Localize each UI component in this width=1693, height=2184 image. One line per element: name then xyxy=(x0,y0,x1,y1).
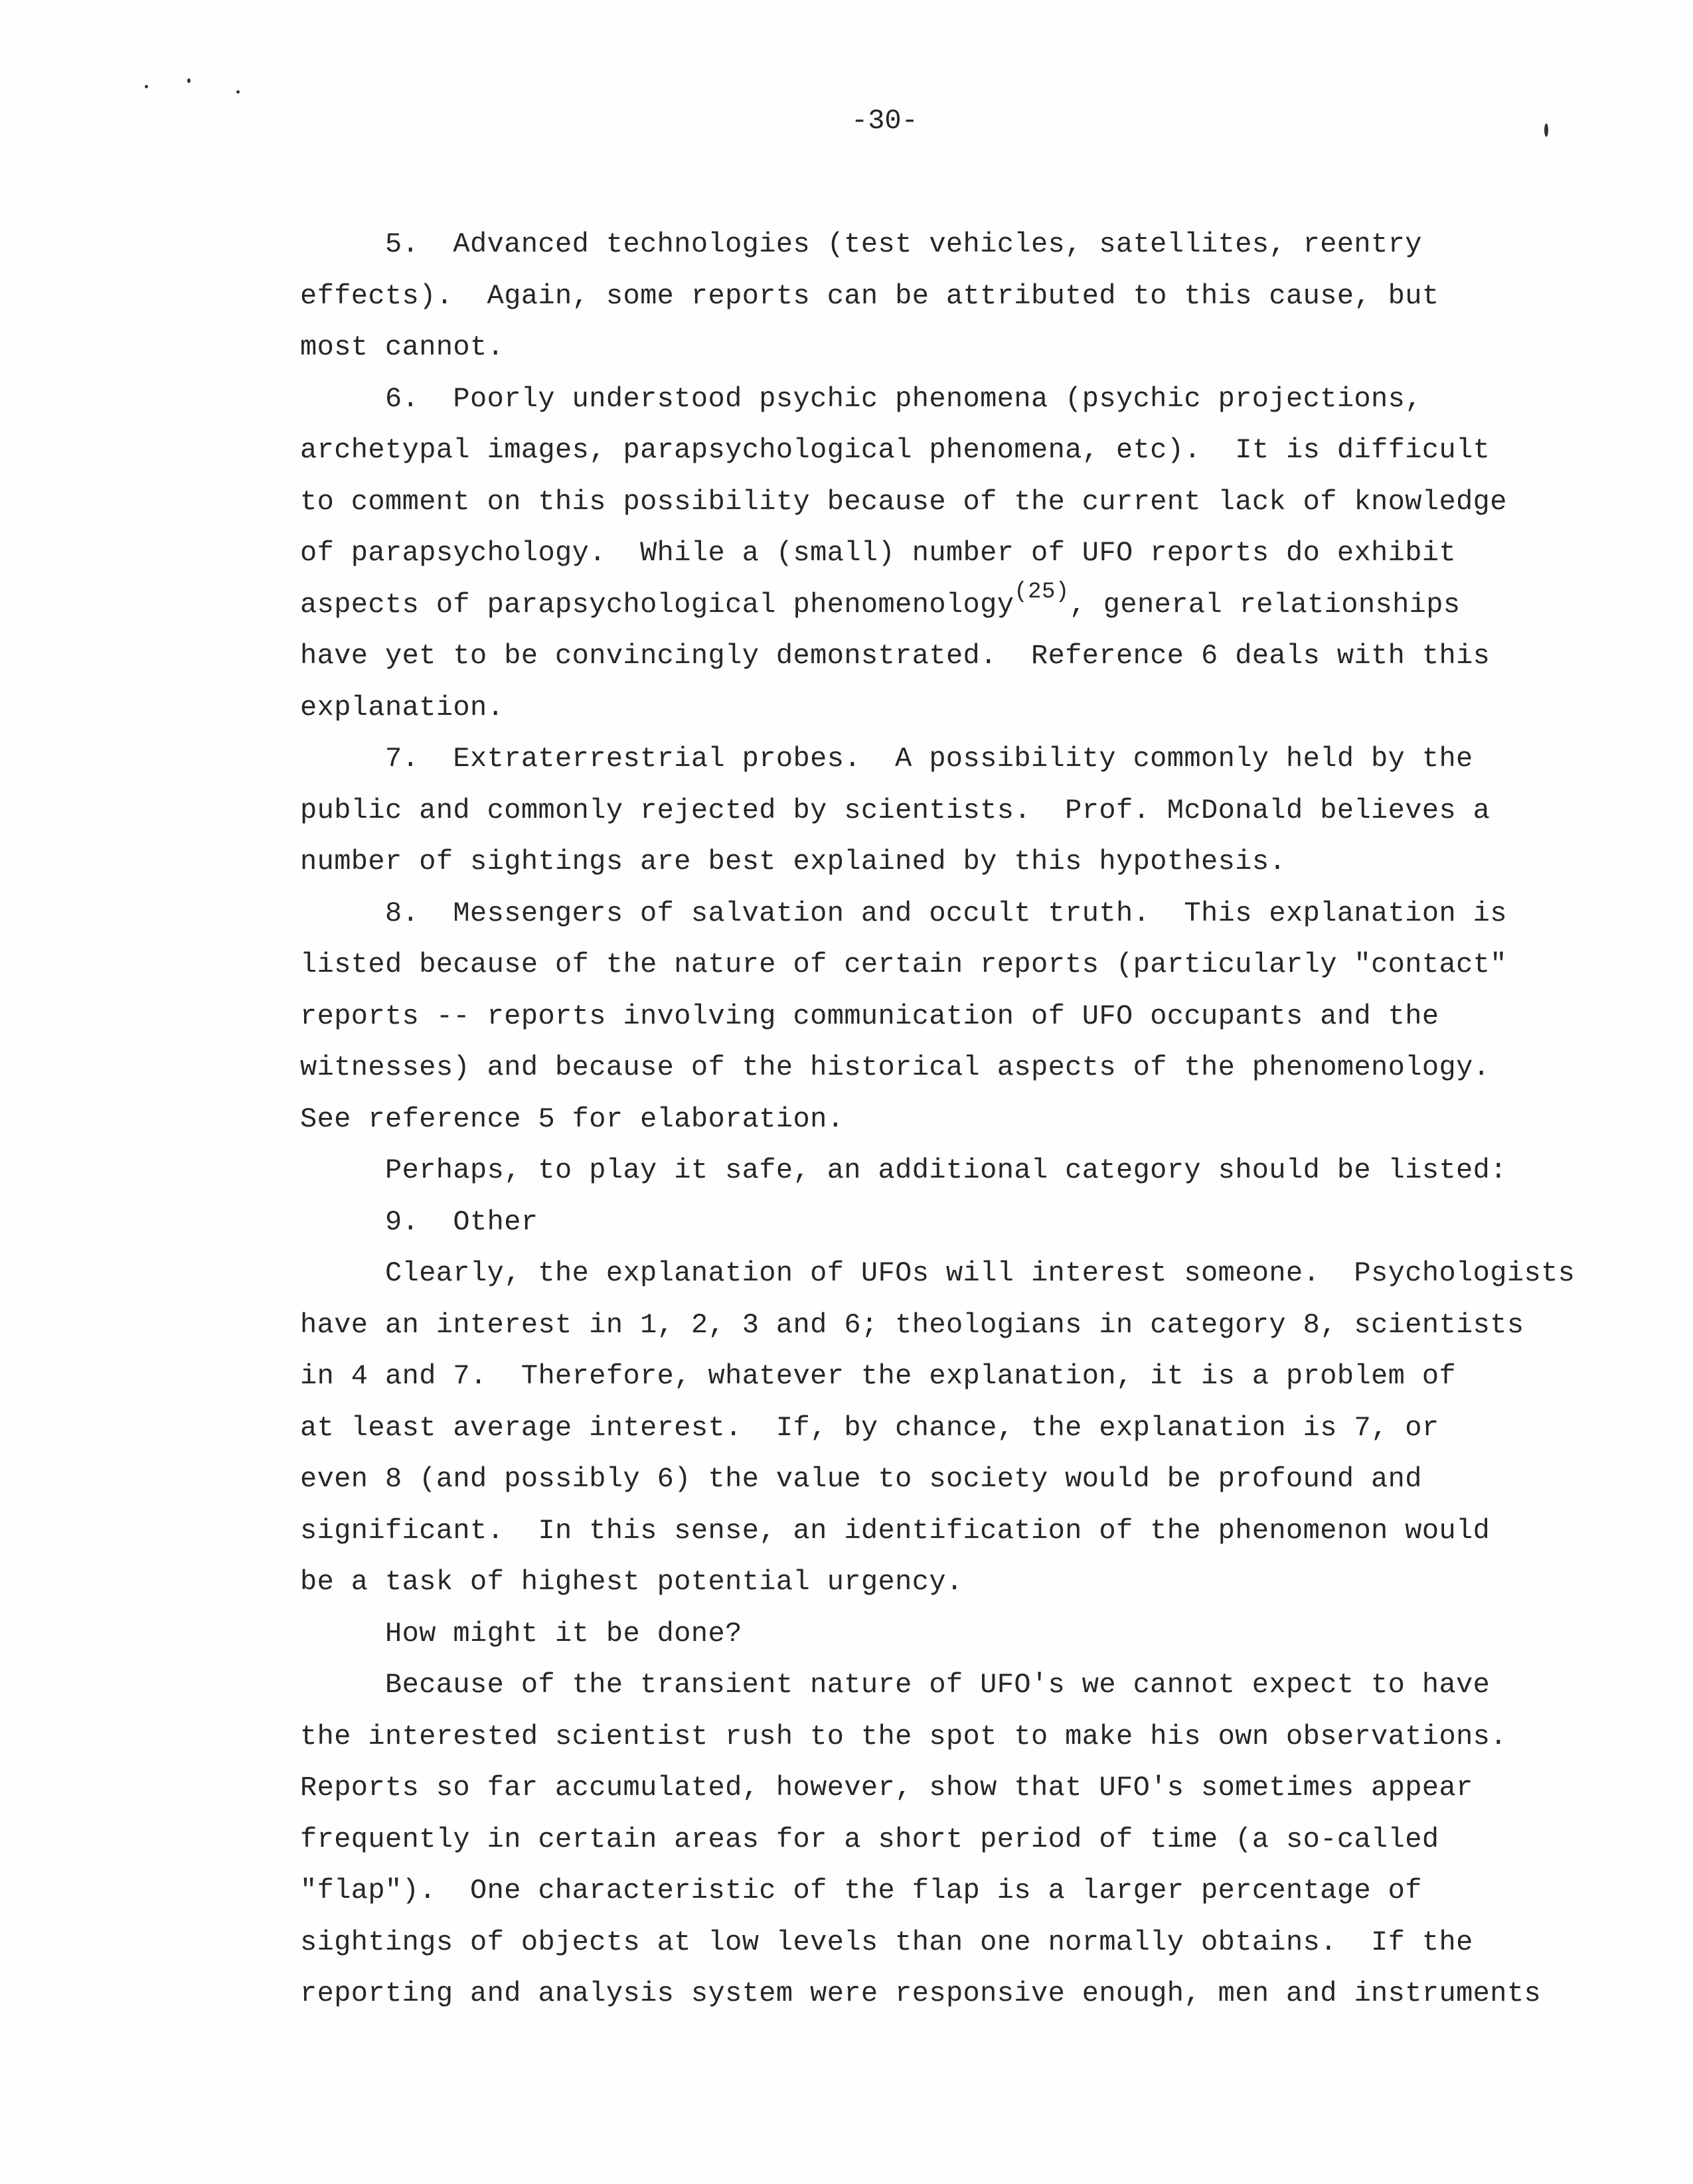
text-line xyxy=(300,374,1601,426)
line-text: number of sightings are best explained by this hypothesis. xyxy=(300,846,1287,878)
line-text: 8. Messengers of salvation and occult truth. This explanation is xyxy=(385,897,1507,929)
text-line xyxy=(300,1865,1601,1917)
line-text-continued: , general relationships xyxy=(1069,588,1461,621)
text-line xyxy=(300,1608,1601,1660)
line-text: explanation. xyxy=(300,691,505,724)
text-line xyxy=(300,785,1601,837)
text-line xyxy=(300,1454,1601,1506)
text-line xyxy=(300,477,1601,528)
line-text: sightings of objects at low levels than one normally obtains. If the xyxy=(300,1926,1473,1958)
text-line xyxy=(300,1145,1601,1197)
line-text: How might it be done? xyxy=(385,1617,742,1650)
text-line xyxy=(300,1557,1601,1608)
line-text: Perhaps, to play it safe, an additional category should be listed: xyxy=(385,1154,1507,1186)
scan-speck xyxy=(187,78,191,83)
text-line xyxy=(300,1762,1601,1814)
text-line xyxy=(300,1403,1601,1454)
text-line xyxy=(300,1660,1601,1711)
line-text: the interested scientist rush to the spot to make his own observations. xyxy=(300,1720,1507,1753)
line-text: frequently in certain areas for a short period of time (a so-called xyxy=(300,1823,1439,1855)
line-text: significant. In this sense, an identification of the phenomenon would xyxy=(300,1514,1491,1547)
line-text: listed because of the nature of certain reports (particularly "contact" xyxy=(300,949,1507,980)
text-line xyxy=(300,219,1601,271)
text-line xyxy=(300,888,1601,940)
line-text: effects). Again, some reports can be attributed to this cause, but xyxy=(300,279,1439,312)
text-line xyxy=(300,1711,1601,1763)
line-text: reports -- reports involving communication of UFO occupants and the xyxy=(300,1000,1439,1032)
page-number: -30- xyxy=(851,105,918,137)
text-line xyxy=(300,1094,1601,1146)
text-line xyxy=(300,991,1601,1043)
text-line xyxy=(300,1917,1601,1969)
line-text: aspects of parapsychological phenomenology xyxy=(300,588,1014,621)
line-text: 6. Poorly understood psychic phenomena (psychic projections, xyxy=(385,382,1422,415)
line-text: to comment on this possibility because of the current lack of knowledge xyxy=(300,485,1507,518)
line-text: have an interest in 1, 2, 3 and 6; theologians in category 8, scientists xyxy=(300,1308,1524,1341)
text-line xyxy=(300,322,1601,374)
line-text: Reports so far accumulated, however, show that UFO's sometimes appear xyxy=(300,1772,1473,1804)
line-text: of parapsychology. While a (small) number of UFO reports do exhibit xyxy=(300,537,1457,569)
line-text: archetypal images, parapsychological phenomena, etc). It is difficult xyxy=(300,434,1491,466)
line-text: See reference 5 for elaboration. xyxy=(300,1103,845,1135)
text-line xyxy=(300,1814,1601,1866)
line-text: reporting and analysis system were responsive enough, men and instruments xyxy=(300,1978,1542,2009)
line-text: 7. Extraterrestrial probes. A possibility commonly held by the xyxy=(385,743,1473,775)
line-text: 5. Advanced technologies (test vehicles, satellites, reentry xyxy=(385,228,1422,260)
text-line xyxy=(300,1351,1601,1403)
text-line xyxy=(300,1197,1601,1249)
line-text: witnesses) and because of the historical aspects of the phenomenology. xyxy=(300,1052,1491,1083)
line-text: in 4 and 7. Therefore, whatever the explanation, it is a problem of xyxy=(300,1360,1457,1392)
text-line xyxy=(300,1248,1601,1300)
line-text: 9. Other xyxy=(385,1206,538,1238)
text-line xyxy=(300,734,1601,785)
text-line xyxy=(300,425,1601,477)
text-line xyxy=(300,939,1601,991)
text-line xyxy=(300,271,1601,323)
line-text: most cannot. xyxy=(300,331,505,363)
line-text: at least average interest. If, by chance, the explanation is 7, or xyxy=(300,1411,1439,1444)
text-line xyxy=(300,528,1601,580)
scan-speck xyxy=(236,90,240,94)
text-line xyxy=(300,1506,1601,1557)
text-line xyxy=(300,682,1601,734)
scan-speck xyxy=(1544,123,1548,137)
line-text: "flap"). One characteristic of the flap is a larger percentage of xyxy=(300,1875,1422,1907)
text-line xyxy=(300,1300,1601,1352)
line-text: Because of the transient nature of UFO's we cannot expect to have xyxy=(385,1669,1491,1701)
text-line xyxy=(300,1968,1601,2020)
line-text: even 8 (and possibly 6) the value to society would be profound and xyxy=(300,1463,1422,1495)
line-text: Clearly, the explanation of UFOs will interest someone. Psychologists xyxy=(385,1257,1575,1289)
text-line xyxy=(300,631,1601,682)
reference-superscript: (25) xyxy=(1014,579,1070,605)
text-line xyxy=(300,1042,1601,1094)
line-text: have yet to be convincingly demonstrated. Reference 6 deals with this xyxy=(300,640,1491,672)
text-line xyxy=(300,580,1601,631)
document-body xyxy=(300,219,1601,2020)
line-text: public and commonly rejected by scientists. Prof. McDonald believes a xyxy=(300,794,1491,826)
text-line xyxy=(300,836,1601,888)
scan-speck xyxy=(145,85,148,88)
line-text: be a task of highest potential urgency. xyxy=(300,1566,963,1598)
